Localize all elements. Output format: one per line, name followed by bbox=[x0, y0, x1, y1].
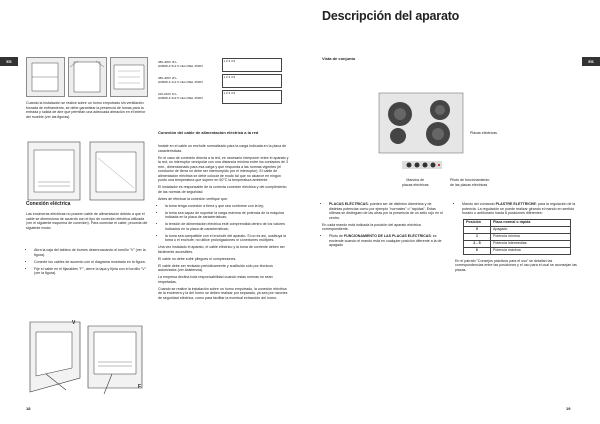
wiring-diagrams bbox=[158, 58, 288, 104]
label-indicator: Piloto de funcionamiento de las placas eléctricas bbox=[450, 178, 490, 187]
right-col-2 bbox=[455, 202, 579, 275]
wiring-terminal: 1 2 3 4 5 bbox=[222, 58, 282, 72]
elec-step: • Conecte los cables de acuerdo con el diagrama mostrado en la figura. bbox=[34, 260, 148, 265]
overview-heading: Vista de conjunto bbox=[322, 56, 356, 61]
table-row: 6 Potencia máxima bbox=[464, 247, 571, 254]
hob-illustration bbox=[378, 92, 464, 154]
terminal-figure bbox=[26, 138, 84, 204]
wiring-row bbox=[158, 90, 288, 104]
conn-check: • la toma tenga conexión a tierra y que sea conforme con la ley; bbox=[165, 204, 290, 209]
wiring-label: 380-400V 2N~ H05RR-F 4x1.5 CEI-UNEL 35363 bbox=[158, 76, 203, 84]
terminal-box-figures bbox=[26, 318, 148, 398]
knobs-illustration bbox=[402, 156, 442, 164]
conn-note: El cable no debe sufrir pliegues ni compresiones. bbox=[158, 256, 237, 261]
wiring-label: 220-240V 1N~ H05RR-F 3x2.5 CEI-UNEL 35363 bbox=[158, 92, 203, 100]
table-row: 2 - 5 Potencia intermedias bbox=[464, 240, 571, 247]
conn-p1: Instale en el cable un enchufe normalizado para la carga indicada en la placa de características. bbox=[158, 144, 287, 153]
bullet-control: • Mando del comando PLASTRE ELETTRICHE: para la regulación de la potencia. La regulación se puede realizar girando el mando en sentido horario o antihorario hasta 6 posiciones diferentes: bbox=[462, 202, 579, 216]
note-knob: En cada mando está indicada la posición del aparato eléctrica correspondiente. bbox=[322, 222, 421, 231]
wiring-row bbox=[158, 58, 288, 72]
language-tab-left: ES bbox=[0, 57, 18, 66]
conn-note: Una vez instalado el aparato, el cable eléctrico y la toma de corriente deben ser fácilmente accesibles. bbox=[158, 245, 285, 254]
table-header: Posición Placa normal o rápida bbox=[464, 219, 571, 226]
install-note: Cuando la instalación se realice sobre un horno empotrado sin ventilación forzada de enfriamiento, se debe garantizar la presencia de tomas para la entrada y salida de aire que permitan una adecuada aireación en el interior del mueble (ver las figuras). bbox=[26, 101, 146, 119]
label-knobs: Mandos de placas eléctricas bbox=[402, 178, 429, 187]
wiring-terminal: 1 2 3 4 5 bbox=[222, 90, 282, 104]
elec-step: • Fije el cable en el fijacables "F", cierre la tapa y fíjela con el tornillo "V" (ver la figura). bbox=[34, 267, 148, 276]
install-figures bbox=[26, 57, 148, 97]
conn-check: • la toma sea capaz de soportar la carga máxima de potencia de la máquina indicada en la placa de características; bbox=[165, 211, 290, 220]
wiring-terminal: 1 2 3 4 5 bbox=[222, 74, 282, 88]
elec-steps bbox=[26, 248, 148, 278]
right-col-1 bbox=[322, 202, 444, 250]
bullet-indicator: • Piloto de FUNCIONAMIENTO DE LAS PLACAS ELÉCTRICAS: se enciende cuando el mando está en cualquier posición diferente a la de apagado bbox=[329, 234, 444, 248]
terminal-figure-2 bbox=[88, 138, 148, 204]
conn-check: • la toma sea compatible con el enchufe del aparato. Si no es así, sustituya la toma o el enchufe; no utilice prolongaciones ni conexiones múltiples. bbox=[165, 234, 290, 243]
conn-p3: El instalador es responsable de la correcta conexión eléctrica y del cumplimiento de las normas de seguridad. bbox=[158, 185, 287, 194]
conn-checks bbox=[158, 204, 290, 243]
bullet-plates: • PLACAS ELÉCTRICAS: pueden ser de distintos diámetros y de distintas potencias como por ejemplo "normales" o "rápidas". Estas últimas se distinguen de las otras por la presencia de un sello rojo en el centro. bbox=[329, 202, 444, 220]
note-practical: En el párrafo "Consejos prácticos para el uso" se detallan las correspondencias entre las posiciones y el uso para el cual se aconsejan las placas. bbox=[455, 258, 577, 272]
table-row: 0 Apagado bbox=[464, 226, 571, 233]
elec-step: • Abra la caja del tablero de bornes desenroscando el tornillo "V" (ver la figura). bbox=[34, 248, 148, 257]
conn-check: • la tensión de alimentación eléctrica esté comprendida dentro de los valores indicados en la placa de características; bbox=[165, 222, 290, 231]
figure-label-v: V bbox=[72, 320, 76, 326]
wiring-row bbox=[158, 74, 288, 88]
table-row: 1 Potencia mínima bbox=[464, 233, 571, 240]
conn-body bbox=[158, 144, 290, 303]
conn-p2: En el caso de conexión directa a la red, es necesario interponer entre el aparato y la red, un interruptor omnipolar con una distancia mínima entre los contactos de 3 mm., dimensionado para esa carga y que responda a las normas vigentes (el conductor de tierra no debe ser interrumpido por el interruptor). El cable de alimentación eléctrica se debe colocar de modo tal que no alcance en ningún punto una temperatura que supere en 50°C la temperatura ambiente. bbox=[158, 155, 289, 182]
conn-note: El cable debe ser revisado periódicamente y sustituido sólo por técnicos autorizados (ver Asistencia). bbox=[158, 263, 273, 272]
page-number-right: 19 bbox=[566, 406, 571, 411]
conn-note: La empresa declina toda responsabilidad cuando estas normas no sean respetadas. bbox=[158, 275, 273, 284]
page-title: Descripción del aparato bbox=[322, 9, 460, 23]
conn-note: Cuando se realice la instalación sobre un horno empotrado, la conexión eléctrica de la encimera y la del horno se deben realizar por separado, ya sea por razones de seguridad eléctrica, como para facilitar la eventual extracción del horno. bbox=[158, 286, 288, 300]
elec-intro: Las encimeras eléctricas no poseen cable de alimentación debido a que el cable se dimensiona de acuerdo con el tipo de conexión eléctrica utilizada (ver el siguiente esquema de conexión). Para conectar el cable, proceda del siguiente modo: bbox=[26, 212, 148, 230]
positions-table bbox=[463, 219, 571, 255]
conn-heading: Conexión del cable de alimentación eléctrica a la red bbox=[158, 130, 259, 135]
page-number-left: 18 bbox=[26, 406, 31, 411]
figure-label-f: F bbox=[138, 384, 142, 390]
elec-heading: Conexión eléctrica bbox=[26, 201, 71, 207]
wiring-label: 380-400V 3N~ H05RR-F 5x1.5 CEI-UNEL 35363 bbox=[158, 60, 203, 68]
conn-p4: Antes de efectuar la conexión verifique que: bbox=[158, 196, 228, 201]
language-tab-right: ES bbox=[582, 57, 600, 66]
label-plates: Placas eléctricas bbox=[470, 131, 497, 135]
